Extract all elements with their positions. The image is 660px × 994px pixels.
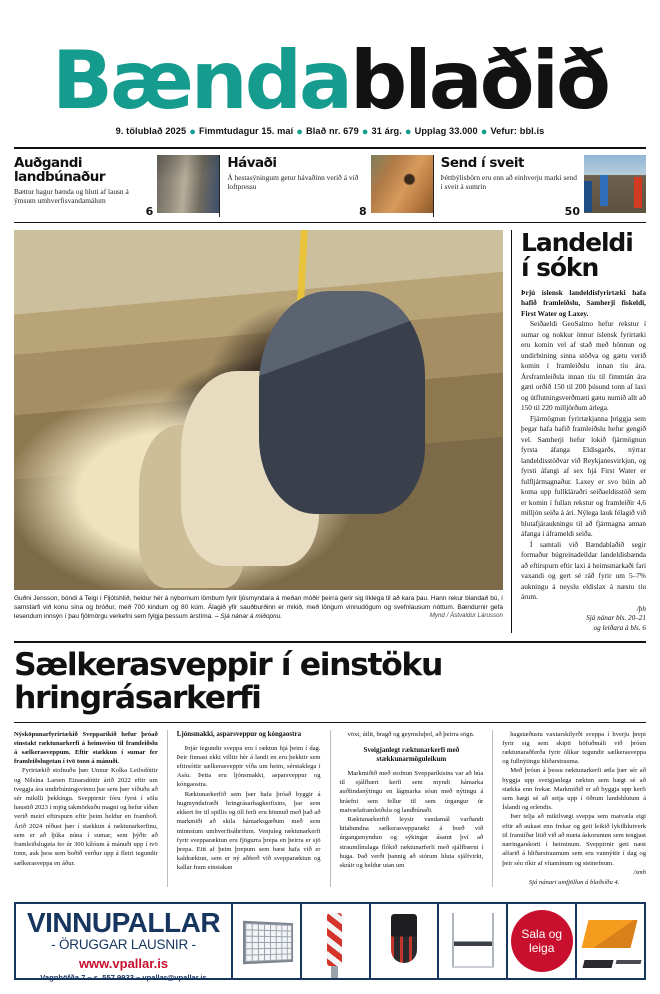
dateline-issue: 9. tölublað 2025 [115,125,187,136]
feature-paragraph: Markmiðið með stofnun Svepparíkisins var að búa til sjálfbært kerfi sem myndi hámarka auðlindanýtingu en lágmarka sóun með nýtingu á hráefni sem fellur til sem úrgangur úr matvælaframleiðslu og landbúnaði. [339,769,484,814]
lead-article-reference-line1: Sjá nánar bls. 20–21 [586,613,646,622]
lead-paragraph: Seiðaeldi GeoSalmo hefur rekstur í sumar og nokkur önnur íslensk fyrirtæki eru komin vel af stað með hönnun og undirbúning sinna stöðva og gætu verið komin í framleiðslu innan tíu ára. Ársframleiðsla innan tíu til fimmtán ára gæti orðið 150 til 200 þúsund tonn af laxi og útflutningsverðmæti gætu numið allt að 150 til 220 milljörðum árlega. [521,319,646,413]
masthead-divider [14,147,646,149]
ad-badge-line2: leiga [529,941,555,955]
teaser-subtitle: Á hestasýningum getur hávaðinn verið á við loftpressu [227,172,359,192]
lead-headline-line1: Landeldi [521,227,633,257]
teaser-page-number: 8 [359,204,367,218]
dateline-number: Blað nr. 679 [306,125,359,136]
masthead [14,0,646,138]
dateline-separator-icon: ● [296,125,303,138]
lead-paragraph: Þrjú íslensk landeldisfyrirtæki hafa hafið framleiðslu, Samherji fiskeldi, First Water og Laxey. [521,287,646,318]
ad-sale-rental-badge[interactable] [506,904,575,978]
teaser-item-audgandi-landbunadur[interactable] [14,155,219,217]
feature-top-divider [14,641,646,643]
dateline-date: Fimmtudagur 15. maí [198,125,294,136]
advertisement-vinnupallar[interactable] [14,902,646,980]
teaser-item-send-i-sveit[interactable] [433,155,646,217]
lead-article-landeldi[interactable] [511,227,646,634]
teaser-thumbnail-image [584,155,646,213]
hero-caption-text: Guðni Jensson, bóndi á Teigi í Fljótshlíð, heldur hér á nýbornum lömbum fyrir ljósmyndara á meðan móðir þeirra gerir sig líklega til að kara þau. Hann rekur blandað bú, í samstarfi við konu sína og bróður, með 700 kindum og 80 kúm. Álagið yfir sauðburðinn er mikið, með löngum vinnudögum og svefnlausum nóttum. Bændurnir gefa lesendum innsýn í þau fjölmörgu verkefni sem fylgja þessum árstíma. [14,594,503,621]
hero-section [14,227,646,634]
teaser-thumbnail-image [371,155,433,213]
teaser-text [227,155,370,217]
teaser-divider [14,222,646,223]
feature-paragraph: Ræktunarkerfið sem þær hafa þróað byggir á hugmyndafræði hringrásarhagkerfisins, þar sem ekkert fer til spillis og öll ferli eru hönnuð með það að markmiði að skila hámarksgæðum með sem minnstum umhverfisáhrifum. Venjuleg ræktunarkerfi fyrir svepparæktun eru fjögurra þrepa en þeirra er sjö þrepa. Eitt af þeim þrepum sem bæst hafa við er kaldræktun, sem er ný aðferð við svepparæktun og kallar fram einstakan [176,790,321,872]
feature-paragraph: Þrjár tegundir sveppa eru í ræktun hjá þeim í dag. Þeir finnast ekki villtir hér á landi en eru þekktir sem eftirsóttir sælkerasveppir víða um heim, sérstaklega í Asíu. Þetta eru ljónsmakki, asparsveppur og kóngaostra. [176,744,321,789]
newspaper-title [14,34,646,127]
lead-article-body [521,288,646,634]
ad-badge-circle [511,910,573,972]
feature-subheading: Ljónsmakki, asparsveppur og kóngaostra [176,729,302,738]
ad-website-url[interactable]: www.vpallar.is [78,955,169,971]
dateline-separator-icon: ● [189,125,196,138]
ad-brand-block [16,904,231,982]
ad-product-image-fence [231,904,300,978]
feature-columns [14,730,646,888]
feature-paragraph: Þær telja að mikilvægi sveppa sem matvæla eigi eftir að aukast enn frekar og geti leikið lykilhlutverk til framtíðar litið við að mæta áskorunum sem tengjast næringarskorti í heiminum. Sveppirnir geti næst alfarið á hliðarstraumum sem eru vannýttir í dag og þeir séu ríkir af vítamínum og steinefnum. [502,813,646,867]
feature-paragraph: Ræktunarkerfið leysir vandamál varðandi hitabundna sælkerasvepparækt á borð við úrgangsmyndun og sýkingar ásamt því að straumlínulaga flókið ræktunarferli með sjálfbærni í huga. Það verði þannig að stórum hluta sjálfvirkt, skráir og heldur utan um [339,816,484,870]
feature-paragraph: Með þróun á þessu ræktunarkerfi ætla þær sér að byggja upp sveigjanlega ræktun sem hægt sé að stækka enn frekar. Markmiðið er að byggja upp kerfi sem hægt sé að setja upp í öðrum landshlutum á Íslandi og erlendis. [502,767,646,812]
feature-byline: /smh [633,868,646,876]
feature-column-4 [492,730,646,888]
ad-product-image-harness [369,904,438,978]
teaser-page-number: 6 [145,204,154,218]
feature-paragraph: Nýsköpunarfyrirtækið Svepparíkið hefur þróað einstakt ræktunarkerfi á heimsvísu til framleiðslu á sælkerasveppum. Eftir stækkun í sumar fer framleiðslugetan í tvö tonn á mánuði. [14,730,158,766]
feature-continuation-text: hagstæðustu vaxtarskilyrði sveppa í hverju þrepi fyrir sig sem skipti höfuðmáli við þróun ræktunaraðferða fyrir ólíkar tegundir sælkerasveppa og fullnýtingu hliðarstrauma. [502,730,646,766]
masthead-title-part2: blaðið [350,34,609,127]
hero-photo-farmer-with-lambs [14,230,503,590]
teaser-strip [14,155,646,217]
teaser-headline: Auðgandi landbúnaður [14,154,106,185]
teaser-headline: Send í sveit [440,154,524,171]
feature-reference: Sjá nánari umfjöllun á blaðsíðu 4. [528,879,620,887]
hero-photo-caption [14,594,503,622]
lead-headline-line2: í sókn [521,252,599,282]
feature-column-2 [167,730,321,888]
feature-subheading: Sveigjanlegt ræktunarkerfi með stækkunarmöguleikum [363,745,460,763]
feature-column-1 [14,730,158,888]
ad-badge-line1: Sala og [521,926,563,941]
ad-brand-name: VINNUPALLAR [26,907,221,938]
ad-address-contact: Vagnhöfða 7 – s. 557 9933 – vpallar@vpallar.is [40,972,207,982]
dateline-volume: 31 árg. [371,125,402,136]
dateline-separator-icon: ● [480,125,488,138]
feature-headline: Sælkerasveppir í einstöku hringrásarkerfi [14,647,442,717]
teaser-text [441,155,584,217]
dateline-separator-icon: ● [361,125,369,138]
teaser-page-number: 50 [564,204,580,218]
hero-photo-block [14,230,503,634]
feature-paragraph: Fyrirtækið stofnuðu þær Unnur Kolka Leifsdóttir og Nilsína Larsen Einarsdóttir árið 2022 eftir um tveggja ára undirbúningsvinnu þar sem þær víðuðu að sér mikilli þekkingu. Sveppirnir fóru fyrst í sölu haustið 2023 í mjög takmörkuðu magni og hefur síðan verið meiri eftirspurn eftir þeim heldur en framboð. Árið 2024 réðust þær í stækkun á ræktunarkerfinu, sem er að ljúka núna í sumar, sem þýðir að framleiðslugeta fer úr 300 kílóum á mánuði upp í tvö tonn, auk þess sem boðið verður upp á fleiri tegundir sælkerasveppa en áður. [14,767,158,867]
lead-article-byline: /þh [636,604,646,613]
teaser-thumbnail-image [157,155,219,213]
lead-paragraph: Fjármögnun fyrirtækjanna þriggja sem þegar hafa hafið framleiðslu hefur gengið vel. Samherji hefur lokið fjármögnun fyrsta áfanga Eldisgarðs, nýrrar landeldisstöðvar við Reykjanesvirkjun, og fyrsti áfangi af sex hjá First Water er fulfljármagnaður. Laxey er svo búin að koma upp fullkláraðri seiðaeldisstöð sem er komin í fullan rekstur og framleiðir 4,6 milljón seiða á ári. Nýlega lauk félagið við hlutafjáraukningu til að fjármagna annan áfanga í áframeldi seiða. [521,413,646,539]
teaser-subtitle: Bættur hagur bænda og hluti af lausn á ýmsum umhverfisvandamálum [14,186,129,206]
feature-bottom-divider [14,722,646,723]
dateline-web: Vefur: bbl.is [490,125,545,136]
lead-article-headline [521,227,646,282]
ad-product-image-wheelbarrow [575,904,644,978]
ad-product-image-scaffold-tower [437,904,506,978]
teaser-item-havadi[interactable] [219,155,432,217]
teaser-headline: Hávaði [227,154,277,171]
lead-article-reference-line2: og leiðara á bls. 6 [593,623,646,632]
feature-continuation-text: vöxt, útlit, bragð og geymsluþol, að þeirra sögn. [347,730,475,738]
teaser-subtitle: Þéttbýlisbörn eru enn að einhverju marki send í sveit á sumrin [440,172,577,192]
dateline-circulation: Upplag 33.000 [414,125,478,136]
feature-column-3 [330,730,484,888]
lead-paragraph: Í samtali við Bændablaðið segir formaður búgreinadeildar landeldisbænda að eftirspurn eftir laxi á heimsmarkaði fari vaxandi og gert sé ráð fyrir um 5–7% aukningu á neyslu eldislax á næstu tíu árum. [521,539,646,602]
ad-product-image-safety-cone [300,904,369,978]
dateline-separator-icon: ● [404,125,412,138]
ad-tagline: - ÖRUGGAR LAUSNIR - [51,937,196,952]
hero-caption-reference: – Sjá nánar á miðopnu. [214,613,283,621]
teaser-text [14,155,157,217]
masthead-title-part1: Bænda [51,34,350,127]
hero-photo-credit: Mynd / Ástvaldur Lárusson [429,612,503,620]
dateline [14,126,646,138]
